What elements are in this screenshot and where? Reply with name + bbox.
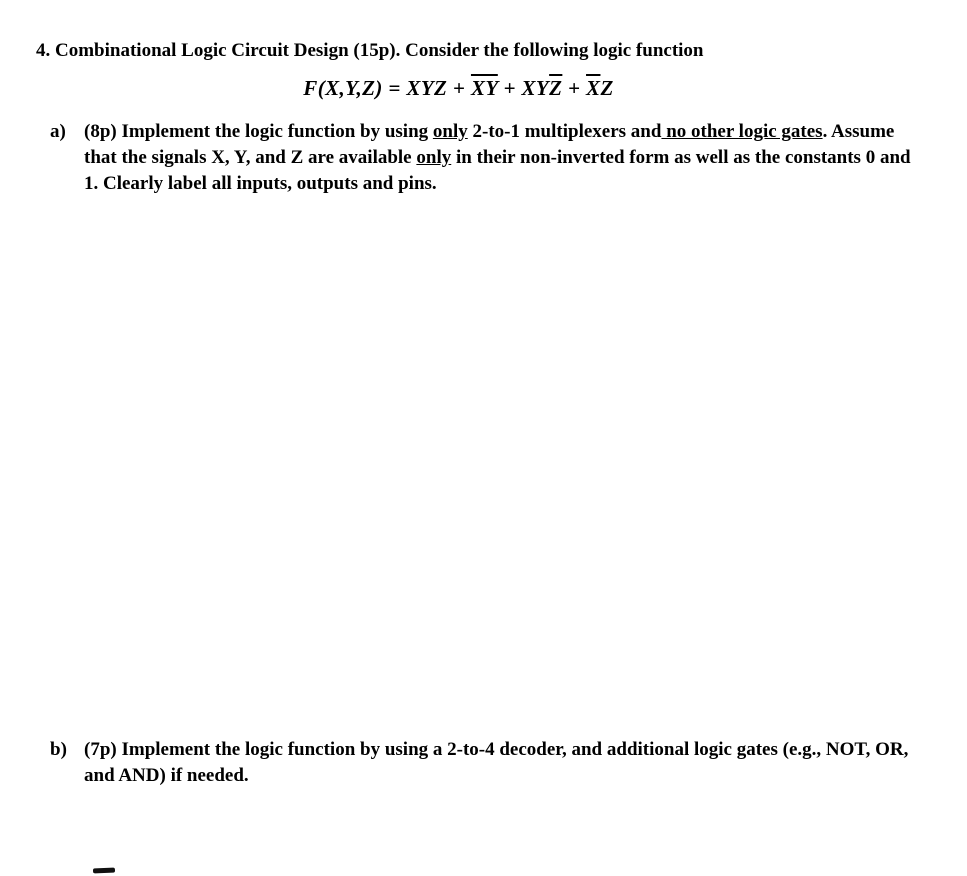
question-heading: Combinational Logic Circuit Design (15p). bbox=[55, 40, 406, 61]
part-b bbox=[50, 737, 927, 789]
part-a-label: a) bbox=[50, 121, 66, 142]
formula-lhs: F(X,Y,Z) = bbox=[303, 76, 407, 100]
question-title bbox=[36, 38, 927, 64]
text-segment: + bbox=[497, 76, 522, 100]
text-segment: 2-to-1 multiplexers and bbox=[467, 121, 662, 142]
text-segment: XYZ bbox=[406, 76, 448, 100]
question-number: 4. bbox=[36, 40, 55, 61]
part-b-label: b) bbox=[50, 739, 67, 760]
question-intro: Consider the following logic function bbox=[405, 40, 704, 61]
underlined-text: no other logic gates bbox=[661, 121, 823, 142]
overlined-term: $\overline{X}$ bbox=[586, 76, 601, 100]
text-segment: (7p) Implement the logic function by using a 2-to-4 decoder, and additional logic gates (e.g., NOT, OR, and AND) if needed. bbox=[84, 739, 909, 786]
overlined-term: $\overline{Z}$ bbox=[549, 76, 563, 100]
part-b-text bbox=[84, 737, 918, 789]
text-segment: . Assume that the signals X, Y, and Z are available bbox=[84, 121, 895, 168]
underlined-text: only bbox=[416, 147, 452, 168]
formula-rhs bbox=[406, 76, 613, 100]
text-segment: + bbox=[447, 76, 471, 100]
overlined-term: $\overline{XY}$ bbox=[470, 76, 498, 100]
scan-artifact bbox=[93, 868, 115, 874]
underlined-text: only bbox=[432, 121, 468, 142]
part-a bbox=[50, 119, 927, 197]
text-segment: + bbox=[562, 76, 587, 100]
text-segment: Z bbox=[600, 76, 614, 100]
part-a-text bbox=[84, 119, 918, 197]
text-segment: (8p) Implement the logic function by using bbox=[84, 121, 433, 142]
logic-function-formula bbox=[36, 73, 881, 103]
text-segment: XY bbox=[521, 76, 550, 100]
text-segment: in their non-inverted form as well as the constants 0 and 1. Clearly label all inputs, outputs and pins. bbox=[84, 147, 911, 194]
